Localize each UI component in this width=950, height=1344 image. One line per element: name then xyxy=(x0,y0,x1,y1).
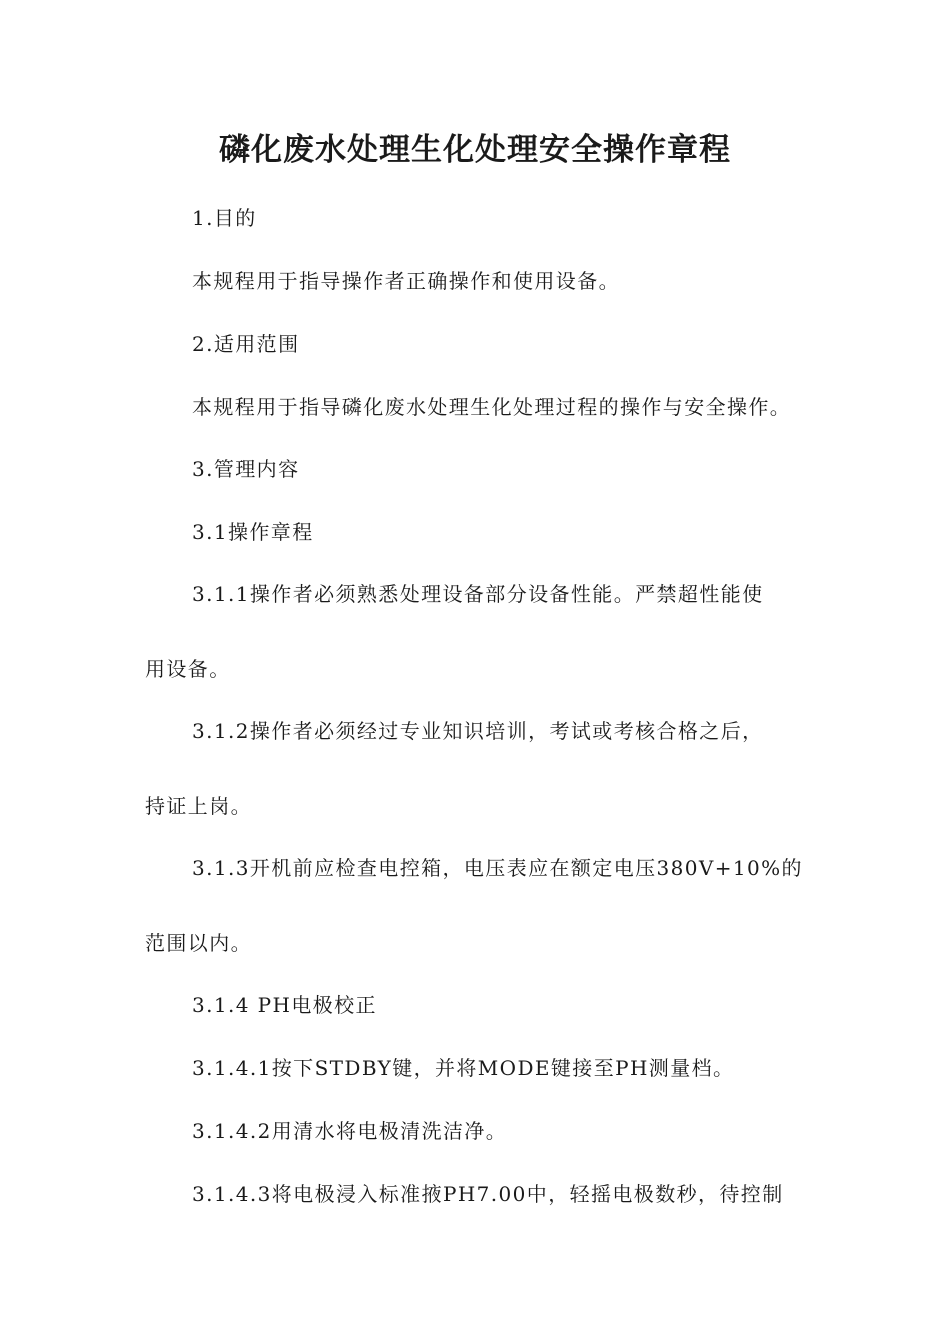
rule-3-1-2-line-1: 3.1.2操作者必须经过专业知识培训，考试或考核合格之后， xyxy=(192,719,764,743)
rule-3-1-2-line-2: 持证上岗。 xyxy=(145,794,252,818)
heading-operation-rules: 3.1操作章程 xyxy=(192,520,314,544)
document-title: 磷化废水处理生化处理安全操作章程 xyxy=(219,132,731,168)
paragraph-scope: 本规程用于指导磷化废水处理生化处理过程的操作与安全操作。 xyxy=(192,395,792,419)
rule-3-1-1-line-2: 用设备。 xyxy=(145,657,231,681)
rule-3-1-4-3-line-1: 3.1.4.3将电极浸入标准掖PH7.00中，轻摇电极数秒，待控制 xyxy=(192,1182,784,1206)
rule-3-1-4-1: 3.1.4.1按下STDBY键，并将MODE键接至PH测量档。 xyxy=(192,1056,735,1080)
rule-3-1-4-heading: 3.1.4 PH电极校正 xyxy=(192,993,377,1017)
rule-3-1-3-line-2: 范围以内。 xyxy=(145,931,252,955)
rule-3-1-3-line-1: 3.1.3开机前应检查电控箱，电压表应在额定电压380V+10%的 xyxy=(192,856,803,880)
rule-3-1-1-line-1: 3.1.1操作者必须熟悉处理设备部分设备性能。严禁超性能使 xyxy=(192,582,764,606)
heading-management: 3.管理内容 xyxy=(192,457,300,481)
heading-scope: 2.适用范围 xyxy=(192,332,300,356)
paragraph-purpose: 本规程用于指导操作者正确操作和使用设备。 xyxy=(192,269,620,293)
rule-3-1-4-2: 3.1.4.2用清水将电极清洗洁净。 xyxy=(192,1119,508,1143)
heading-purpose: 1.目的 xyxy=(192,206,257,230)
